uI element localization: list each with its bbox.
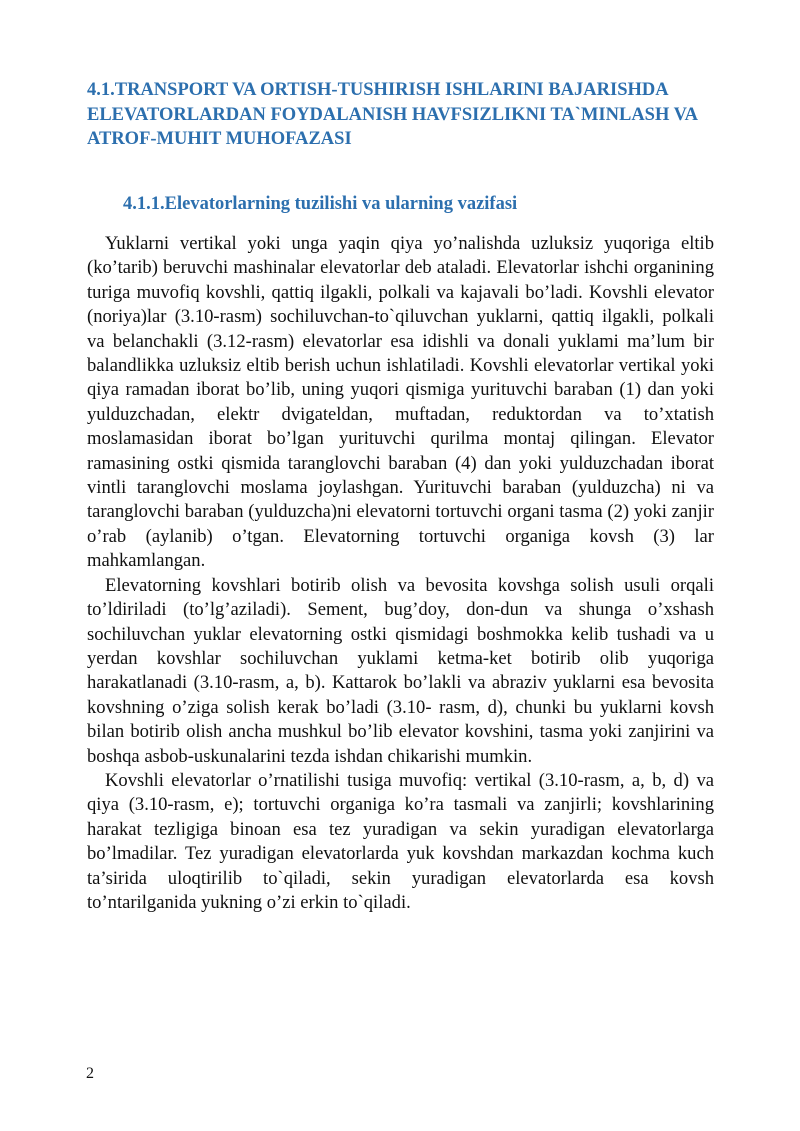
section-heading: 4.1.1.Elevatorlarning tuzilishi va ularning vazifasi <box>123 194 518 214</box>
page-number: 2 <box>86 1065 94 1082</box>
paragraph: Kovshli elevatorlar o’rnatilishi tusiga muvofiq: vertikal (3.10-rasm, a, b, d) va qiya (3.10-rasm, e); tortuvchi organiga ko’ra tasmali va zanjirli; kovshlarining harakat tezligiga binoan esa tez yuradigan va sekin yuradigan elevatorlarga bo’lmadilar. Tez yuradigan elevatorlarda yuk kovshdan markazdan kochma kuch ta’sirida uloqtirilib to`qiladi, sekin yuradigan elevatorlarda esa kovsh to’ntarilganida yukning o’zi erkin to`qiladi. <box>87 769 714 913</box>
chapter-heading: 4.1.TRANSPORT VA ORTISH-TUSHIRISH ISHLARINI BAJARISHDA ELEVATORLARDAN FOYDALANISH HAVFSIZLIKNI TA`MINLASH VA ATROF-MUHIT MUHOFAZASI <box>87 80 697 149</box>
body-text <box>87 232 714 915</box>
paragraph: Elevatorning kovshlari botirib olish va bevosita kovshga solish usuli orqali to’ldiriladi (to’lg’aziladi). Sement, bug’doy, don-dun va shunga o’xshash sochiluvchan yuklar elevatorning ostki qismidagi boshmokka kelib tushadi va u yerdan kovshlar sochiluvchan yuklami ketma-ket botirib olib yuqoriga harakatlanadi (3.10-rasm, a, b). Kattarok bo’lakli va abraziv yuklarni esa bevosita kovshning o’ziga solish kerak bo’ladi (3.10- rasm, d), chunki bu yuklarni kovsh bilan botirib olish ancha mushkul bo’lib elevator kovshini, tasma yoki zanjirini va boshqa asbob-uskunalarini tezda ishdan chikarishi mumkin. <box>87 574 714 767</box>
paragraph: Yuklarni vertikal yoki unga yaqin qiya yo’nalishda uzluksiz yuqoriga eltib (ko’tarib) beruvchi mashinalar elevatorlar deb ataladi. Elevatorlar ishchi organining turiga muvofiq kovshli, qattiq ilgakli, polkali va kajavali bo’ladi. Kovshli elevator (noriya)lar (3.10-rasm) sochiluvchan-to`qiluvchan yuklarni, qattiq ilgakli, polkali va belanchakli (3.12-rasm) elevatorlar esa idishli va donali yuklami ma’lum bir balandlikka uzluksiz eltib berish uchun ishlatiladi. Kovshli elevatorlar vertikal yoki qiya ramadan iborat bo’lib, uning yuqori qismiga yurituvchi baraban (1) dan yoki yulduzchadan, elektr dvigateldan, muftadan, reduktordan va to’xtatish moslamasidan iborat bo’lgan yurituvchi qurilma montaj qilingan. Elevator ramasining ostki qismida taranglovchi baraban (4) dan yoki yulduzchadan iborat vintli taranglovchi moslama joylashgan. Yurituvchi baraban (yulduzcha) ni va taranglovchi baraban (yulduzcha)ni elevatorni tortuvchi organi tasma (2) yoki zanjir o’rab (aylanib) o’tgan. Elevatorning tortuvchi organiga kovsh (3) lar mahkamlangan. <box>87 233 714 572</box>
